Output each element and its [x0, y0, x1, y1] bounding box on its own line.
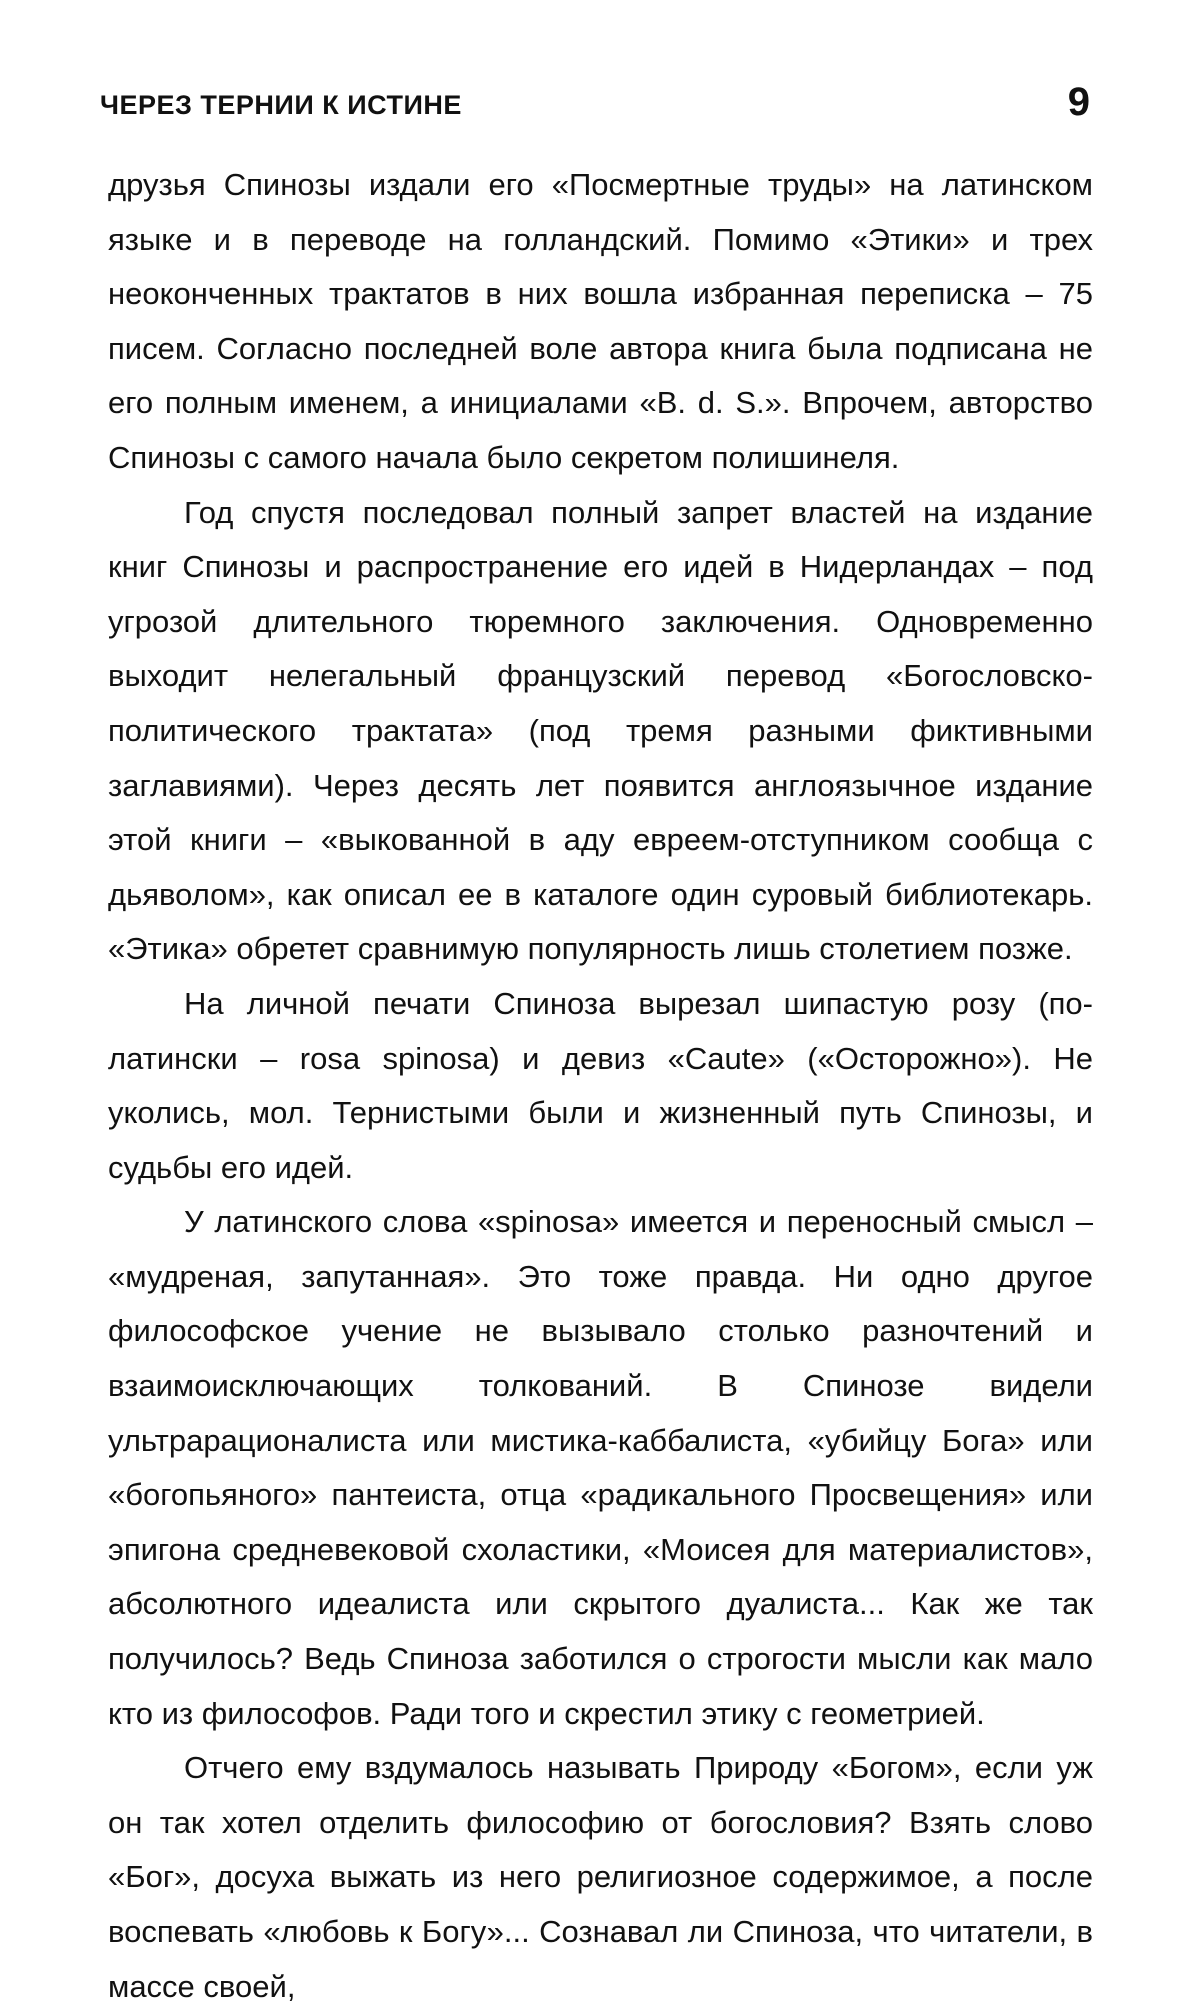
paragraph: Год спустя последовал полный запрет властей на издание книг Спинозы и распространение его идей в Нидерландах – под угрозой длительного тюремного заключения. Одновременно выходит нелегальный французский перевод «Богословско-политического трактата» (под тремя разными фиктивными заглавиями). Через десять лет появится англоязычное издание этой книги – «выкованной в аду евреем-отступником сообща с дьяволом», как описал ее в каталоге один суровый библиотекарь. «Этика» обретет сравнимую популярность лишь столетием позже. [108, 494, 1093, 967]
paragraph: На личной печати Спиноза вырезал шипастую розу (по-латински – rosa spinosa) и девиз «Caute» («Осторожно»). Не уколись, мол. Тернистыми были и жизненный путь Спинозы, и судьбы его идей. [108, 985, 1093, 1185]
paragraph: Отчего ему вздумалось называть Природу «Богом», если уж он так хотел отделить философию от богословия? Взять слово «Бог», досуха выжать из него религиозное содержимое, а после воспевать «любовь к Богу»... Сознавал ли Спиноза, что читатели, в массе своей, [108, 1750, 1093, 2004]
body-text [108, 158, 1093, 2014]
paragraph: У латинского слова «spinosa» имеется и переносный смысл – «мудреная, запутанная». Это тоже правда. Ни одно другое философское учение не вызывало столько разночтений и взаимоисключающих толкований. В Спинозе видели ультрарационалиста или мистика-каббалиста, «убийцу Бога» или «богопьяного» пантеиста, отца «радикального Просвещения» или эпигона средневековой схоластики, «Моисея для материалистов», абсолютного идеалиста или скрытого дуалиста... Как же так получилось? Ведь Спиноза заботился о строгости мысли как мало кто из философов. Ради того и скрестил этику с геометрией. [108, 1204, 1093, 1731]
page-number: 9 [1067, 80, 1090, 124]
running-head [100, 80, 1090, 130]
paragraph: друзья Спинозы издали его «Посмертные труды» на латинском языке и в переводе на голландский. Помимо «Этики» и трех неоконченных трактатов в них вошла избранная переписка – 75 писем. Согласно последней воле автора книга была подписана не его полным именем, а инициалами «B. d. S.». Впрочем, авторство Спинозы с самого начала было секретом полишинеля. [108, 167, 1093, 475]
running-title: ЧЕРЕЗ ТЕРНИИ К ИСТИНЕ [100, 90, 462, 120]
